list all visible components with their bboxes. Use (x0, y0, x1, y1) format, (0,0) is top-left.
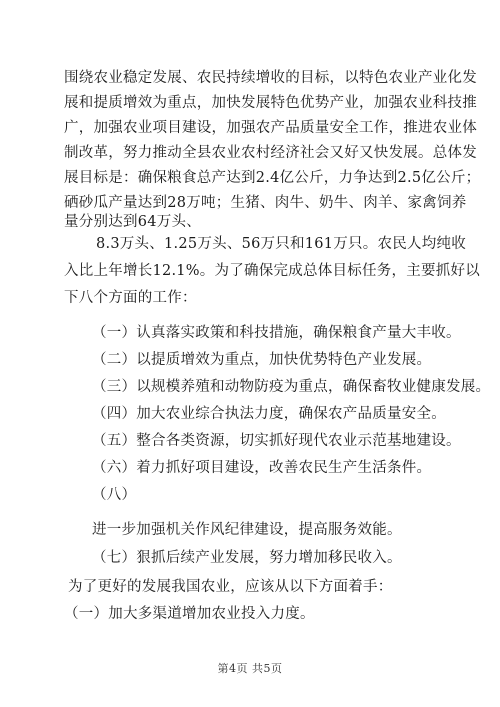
body-text-line: 8.3万头、1.25万头、56万只和161万只。农民人均纯收 (96, 236, 466, 252)
body-text-line: 入比上年增长12.1%。为了确保完成总体目标任务，主要抓好以 (64, 263, 481, 279)
list-item: （三）以规模养殖和动物防疫为重点，确保畜牧业健康发展。 (92, 379, 491, 395)
body-text-line: （一）加大多渠道增加农业投入力度。 (64, 606, 315, 622)
body-text-line: 展目标是：确保粮食总产达到2.4亿公斤，力争达到2.5亿公斤； (64, 170, 481, 186)
list-item: （五）整合各类资源，切实抓好现代农业示范基地建设。 (92, 433, 461, 449)
page-footer: 第4页 共5页 (217, 662, 283, 675)
list-item: （四）加大农业综合执法力度，确保农产品质量安全。 (92, 406, 446, 422)
body-text-line: 硒砂瓜产量达到28万吨；生猪、肉牛、奶牛、肉羊、家禽饲养 (64, 195, 467, 211)
body-text-line: 围绕农业稳定发展、农民持续增收的目标，以特色农业产业化发 (64, 70, 477, 86)
body-text-line: 展和提质增效为重点，加快发展特色优势产业，加强农业科技推 (64, 95, 477, 111)
body-text-line: 为了更好的发展我国农业，应该从以下方面着手： (68, 579, 393, 595)
body-text-line: 广，加强农业项目建设，加强农产品质量安全工作，推进农业体 (64, 120, 477, 136)
body-text-line: 量分别达到64万头、 (64, 214, 201, 230)
list-item: （一）认真落实政策和科技措施，确保粮食产量大丰收。 (92, 325, 461, 341)
body-text-line: 制改革，努力推动全县农业农村经济社会又好又快发展。总体发 (64, 145, 477, 161)
body-text-line: 下八个方面的工作： (64, 290, 197, 306)
list-item: （六）着力抓好项目建设，改善农民生产生活条件。 (92, 460, 432, 476)
list-item: （七）狠抓后续产业发展，努力增加移民收入。 (92, 550, 402, 566)
list-item: （二）以提质增效为重点，加快优势特色产业发展。 (92, 352, 432, 368)
list-item: （八） (92, 487, 137, 503)
list-item: 进一步加强机关作风纪律建设，提高服务效能。 (92, 522, 402, 538)
